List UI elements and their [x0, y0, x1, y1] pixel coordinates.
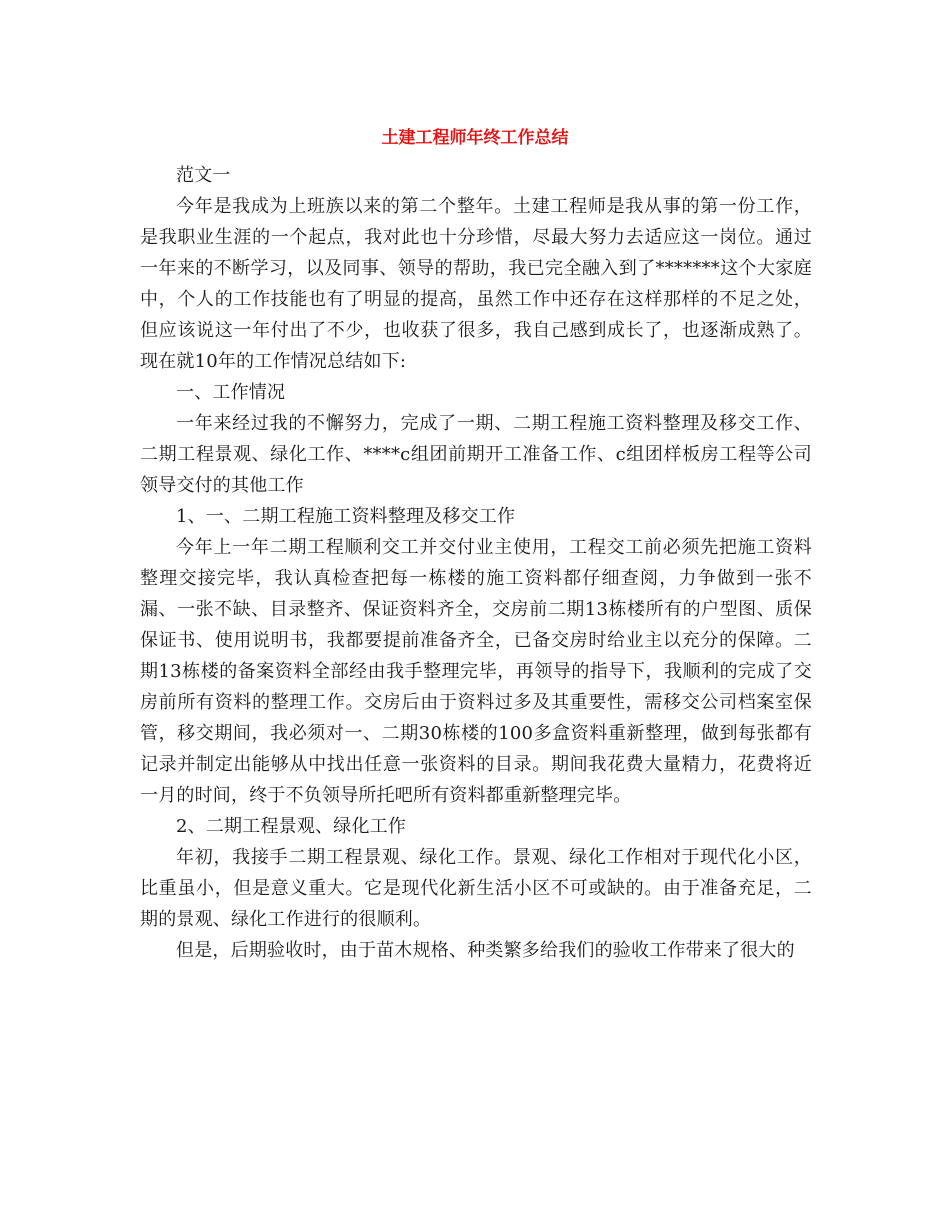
paragraph-acceptance: 但是，后期验收时，由于苗木规格、种类繁多给我们的验收工作带来了很大的	[176, 940, 795, 961]
paragraph-sample-heading: 范文一	[176, 165, 231, 186]
paragraph-subheading-1: 1、一、二期工程施工资料整理及移交工作	[176, 506, 516, 527]
paragraph-documents-work: 今年上一年二期工程顺利交工并交付业主使用，工程交工前必须先把施工资料整理交接完毕，我认真检查把每一栋楼的施工资料都仔细查阅，力争做到一张不漏、一张不缺、目录整齐、保证资料齐全，交房前二期13栋楼所有的户型图、质保保证书、使用说明书，我都要提前准备齐全，已备交房时给业主以充分的保障。二期13栋楼的备案资料全部经由我手整理完毕，再领导的指导下，我顺利的完成了交房前所有资料的整理工作。交房后由于资料过多及其重要性，需移交公司档案室保管，移交期间，我必须对一、二期30栋楼的100多盒资料重新整理，做到每张都有记录并制定出能够从中找出任意一张资料的目录。期间我花费大量精力，花费将近一月的时间，终于不负领导所托吧所有资料都重新整理完毕。	[140, 537, 812, 806]
document-body	[140, 160, 812, 966]
paragraph-intro: 今年是我成为上班族以来的第二个整年。土建工程师是我从事的第一份工作，是我职业生涯的一个起点，我对此也十分珍惜，尽最大努力去适应这一岗位。通过一年来的不断学习，以及同事、领导的帮助，我已完全融入到了*******这个大家庭中，个人的工作技能也有了明显的提高，虽然工作中还存在这样那样的不足之处，但应该说这一年付出了不少，也收获了很多，我自己感到成长了，也逐渐成熟了。现在就10年的工作情况总结如下:	[140, 196, 812, 372]
paragraph-section-heading: 一、工作情况	[176, 382, 286, 403]
paragraph-subheading-2: 2、二期工程景观、绿化工作	[176, 816, 407, 837]
document-title: 土建工程师年终工作总结	[381, 128, 569, 148]
paragraph-landscape-work: 年初，我接手二期工程景观、绿化工作。景观、绿化工作相对于现代化小区，比重虽小，但是意义重大。它是现代化新生活小区不可或缺的。由于准备充足，二期的景观、绿化工作进行的很顺利。	[140, 847, 812, 930]
paragraph-work-overview: 一年来经过我的不懈努力，完成了一期、二期工程施工资料整理及移交工作、二期工程景观、绿化工作、****c组团前期开工准备工作、c组团样板房工程等公司领导交付的其他工作	[140, 413, 812, 496]
